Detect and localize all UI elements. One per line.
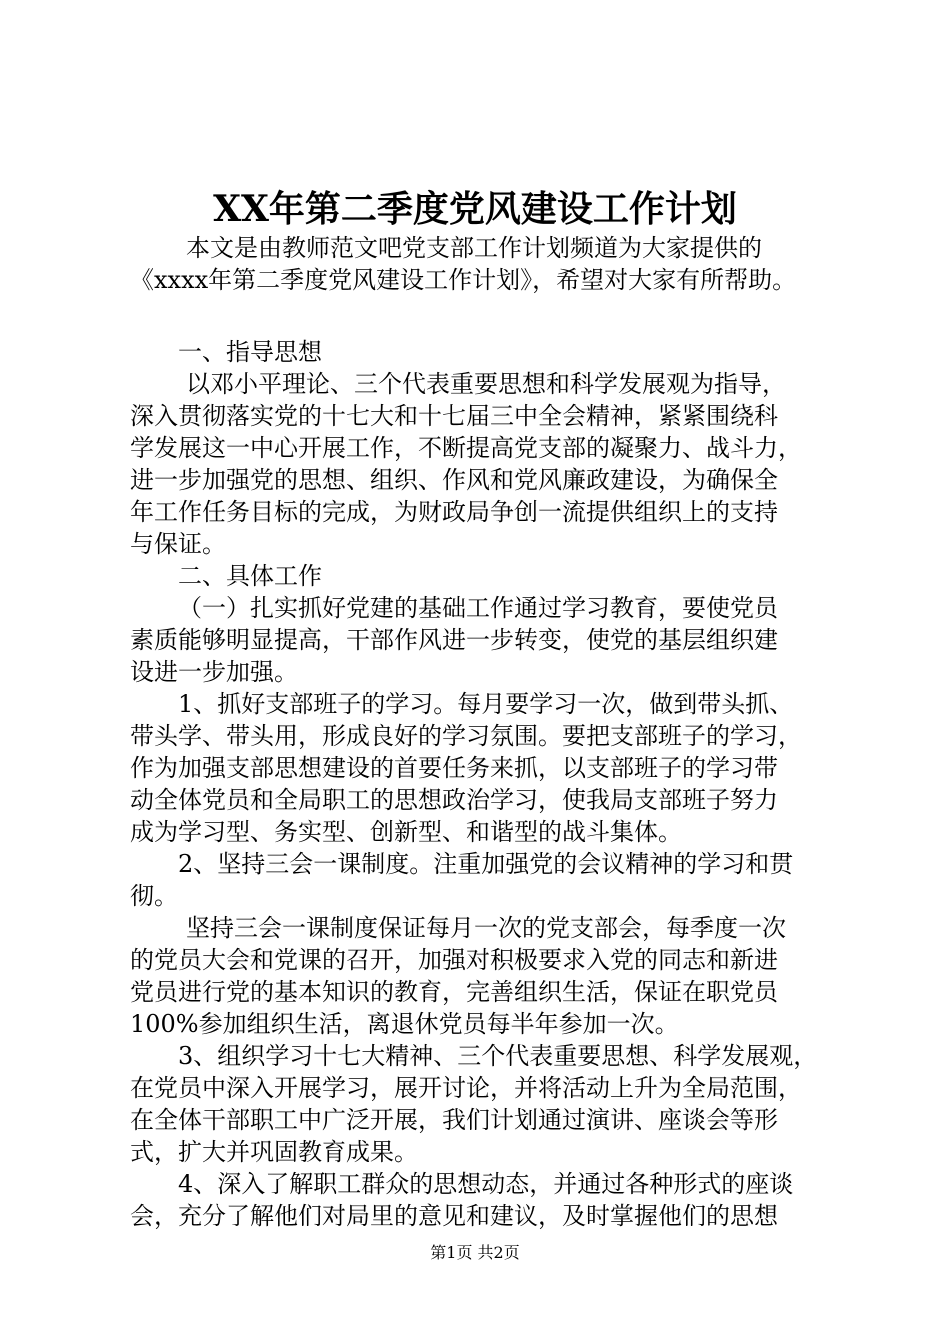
intro-line: 本文是由教师范文吧党支部工作计划频道为大家提供的 (186, 234, 762, 262)
paragraph-line: 以邓小平理论、三个代表重要思想和科学发展观为指导， (186, 370, 786, 398)
paragraph-line: 式，扩大并巩固教育成果。 (130, 1138, 418, 1166)
paragraph-line: 进一步加强党的思想、组织、作风和党风廉政建设，为确保全 (130, 466, 778, 494)
document-body (130, 232, 844, 1232)
paragraph-line: 动全体党员和全局职工的思想政治学习，使我局支部班子努力 (130, 786, 778, 814)
paragraph-line: 学发展这一中心开展工作，不断提高党支部的凝聚力、战斗力， (130, 434, 802, 462)
page-number: 第1页 共2页 (430, 1243, 520, 1262)
paragraph-line: 带头学、带头用，形成良好的学习氛围。要把支部班子的学习， (130, 722, 802, 750)
paragraph-gap (130, 296, 844, 336)
paragraph-line: 彻。 (130, 882, 178, 910)
section-heading: 一、指导思想 (178, 338, 322, 366)
intro-line: 《xxxx年第二季度党风建设工作计划》，希望对大家有所帮助。 (130, 266, 797, 294)
paragraph-line: 3、组织学习十七大精神、三个代表重要思想、科学发展观， (178, 1042, 818, 1070)
paragraph-line: 会，充分了解他们对局里的意见和建议，及时掌握他们的思想 (130, 1202, 778, 1230)
paragraph-line: 4、深入了解职工群众的思想动态，并通过各种形式的座谈 (178, 1170, 794, 1198)
paragraph-line: 的党员大会和党课的召开，加强对积极要求入党的同志和新进 (130, 946, 778, 974)
document-title: XX年第二季度党风建设工作计划 (213, 188, 737, 230)
section-heading: 二、具体工作 (178, 562, 322, 590)
paragraph-line: 成为学习型、务实型、创新型、和谐型的战斗集体。 (130, 818, 682, 846)
paragraph-line: 在党员中深入开展学习，展开讨论，并将活动上升为全局范围， (130, 1074, 802, 1102)
paragraph-line: 设进一步加强。 (130, 658, 298, 686)
paragraph-line: 作为加强支部思想建设的首要任务来抓，以支部班子的学习带 (130, 754, 778, 782)
paragraph-line: 年工作任务目标的完成，为财政局争创一流提供组织上的支持 (130, 498, 778, 526)
paragraph-line: 素质能够明显提高，干部作风进一步转变，使党的基层组织建 (130, 626, 778, 654)
paragraph-line: 2、坚持三会一课制度。注重加强党的会议精神的学习和贯 (178, 850, 794, 878)
paragraph-line: 与保证。 (130, 530, 226, 558)
paragraph-line: 1、抓好支部班子的学习。每月要学习一次，做到带头抓、 (178, 690, 794, 718)
paragraph-line: （一）扎实抓好党建的基础工作通过学习教育，要使党员 (178, 594, 778, 622)
paragraph-line: 深入贯彻落实党的十七大和十七届三中全会精神，紧紧围绕科 (130, 402, 778, 430)
paragraph-line: 党员进行党的基本知识的教育，完善组织生活，保证在职党员 (130, 978, 778, 1006)
paragraph-line: 在全体干部职工中广泛开展，我们计划通过演讲、座谈会等形 (130, 1106, 778, 1134)
paragraph-line: 100%参加组织生活，离退休党员每半年参加一次。 (130, 1010, 679, 1038)
paragraph-line: 坚持三会一课制度保证每月一次的党支部会，每季度一次 (186, 914, 786, 942)
